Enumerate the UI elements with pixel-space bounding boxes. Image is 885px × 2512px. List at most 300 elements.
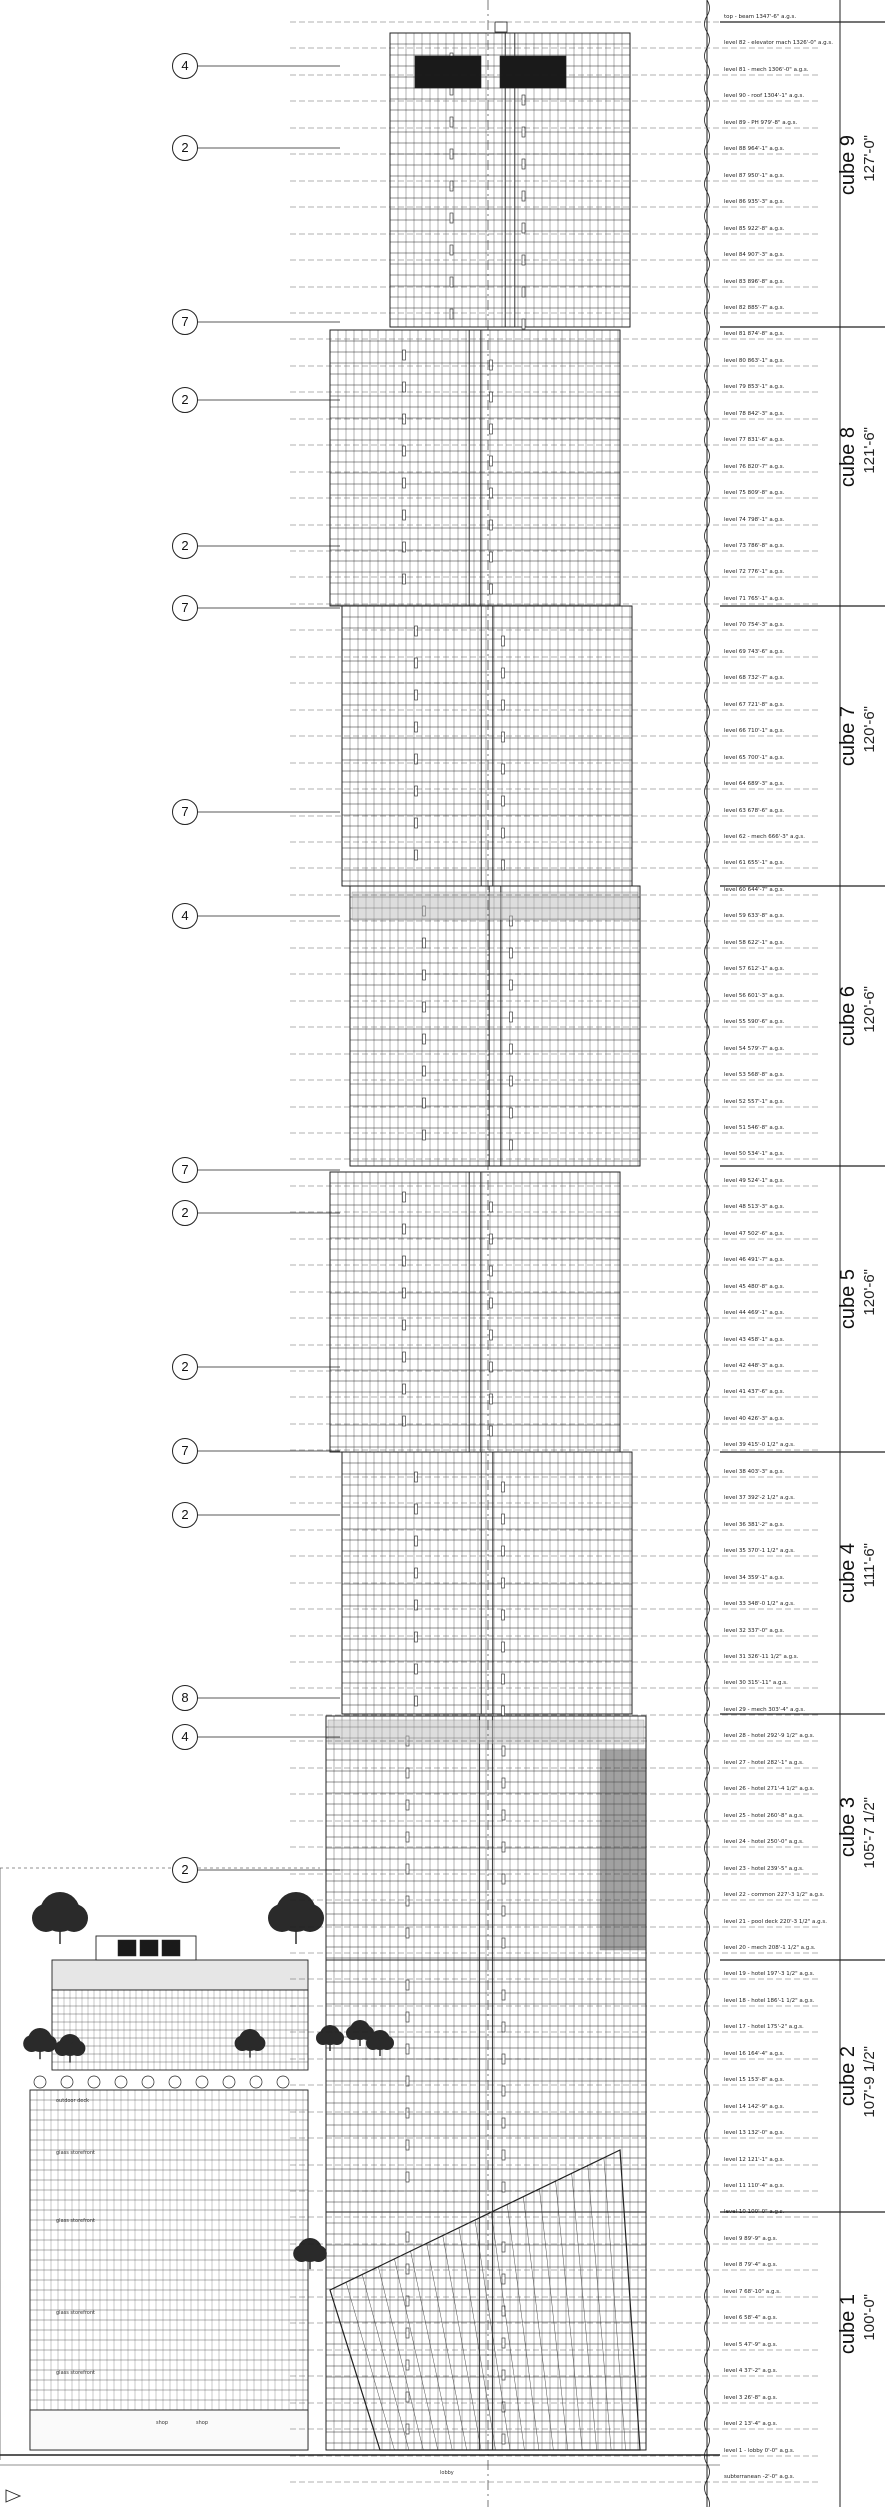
balcony-slot <box>522 95 525 105</box>
balcony-slot <box>406 2264 409 2274</box>
balcony-slot <box>502 764 505 774</box>
level-label: level 66 710'-1" a.g.s. <box>724 728 785 734</box>
level-label: level 12 121'-1" a.g.s. <box>724 2157 785 2163</box>
cube-outline <box>330 330 620 606</box>
balcony-slot <box>502 2242 505 2252</box>
balcony-slot <box>406 2076 409 2086</box>
level-label: level 85 922'-8" a.g.s. <box>724 226 785 232</box>
cube-height: 107'-9 1/2" <box>861 2046 878 2118</box>
mech-band <box>328 1720 644 1744</box>
planter-pot <box>169 2076 181 2088</box>
level-label: level 5 47'-9" a.g.s. <box>724 2342 778 2348</box>
level-label: level 36 381'-2" a.g.s. <box>724 1522 785 1528</box>
level-label: level 87 950'-1" a.g.s. <box>724 173 785 179</box>
level-label: level 26 - hotel 271'-4 1/2" a.g.s. <box>724 1786 815 1792</box>
balcony-slot <box>490 1394 493 1404</box>
keynote-tag: 4 <box>172 1724 198 1750</box>
balcony-slot <box>415 754 418 764</box>
podium-label: glass storefront <box>56 2150 95 2156</box>
pavilion-glass <box>140 1940 158 1956</box>
balcony-slot <box>522 127 525 137</box>
balcony-slot <box>502 636 505 646</box>
level-label: level 50 534'-1" a.g.s. <box>724 1151 785 1157</box>
tree-canopy <box>23 2035 40 2052</box>
balcony-slot <box>490 1426 493 1436</box>
level-label: level 56 601'-3" a.g.s. <box>724 993 785 999</box>
level-label: level 3 26'-8" a.g.s. <box>724 2395 778 2401</box>
tree-canopy <box>296 1904 324 1932</box>
level-label: level 29 - mech 303'-4" a.g.s. <box>724 1707 806 1713</box>
tower-cube-3 <box>326 1716 646 1960</box>
planter-pot <box>34 2076 46 2088</box>
balcony-slot <box>502 732 505 742</box>
balcony-slot <box>502 2150 505 2160</box>
level-label: level 37 392'-2 1/2" a.g.s. <box>724 1495 795 1501</box>
level-label: level 80 863'-1" a.g.s. <box>724 358 785 364</box>
keynote-tag: 2 <box>172 1354 198 1380</box>
tree <box>268 1892 324 1944</box>
tree-canopy <box>32 1904 60 1932</box>
balcony-slot <box>502 1610 505 1620</box>
balcony-slot <box>490 456 493 466</box>
balcony-slot <box>423 1002 426 1012</box>
keynote-tag: 2 <box>172 387 198 413</box>
level-label: level 61 655'-1" a.g.s. <box>724 860 785 866</box>
level-label: level 62 - mech 666'-3" a.g.s. <box>724 834 806 840</box>
balcony-slot <box>490 1330 493 1340</box>
level-label: level 72 776'-1" a.g.s. <box>724 569 785 575</box>
balcony-slot <box>490 360 493 370</box>
balcony-slot <box>423 938 426 948</box>
level-label: level 74 798'-1" a.g.s. <box>724 517 785 523</box>
level-label: level 31 326'-11 1/2" a.g.s. <box>724 1654 799 1660</box>
balcony-slot <box>415 1696 418 1706</box>
podium-label: glass storefront <box>56 2218 95 2224</box>
level-label: level 65 700'-1" a.g.s. <box>724 755 785 761</box>
cube-name: cube 7 <box>837 706 859 767</box>
cube-height: 120'-6" <box>861 1269 878 1316</box>
level-label: level 28 - hotel 292'-9 1/2" a.g.s. <box>724 1733 815 1739</box>
tree-canopy <box>380 2036 394 2050</box>
keynote-tag: 7 <box>172 1157 198 1183</box>
balcony-slot <box>522 159 525 169</box>
tower-cube-5 <box>330 1172 620 1452</box>
level-label: level 11 110'-4" a.g.s. <box>724 2183 785 2189</box>
cube-name: cube 8 <box>837 426 859 487</box>
level-label: level 54 579'-7" a.g.s. <box>724 1046 785 1052</box>
level-label: level 21 - pool deck 220'-3 1/2" a.g.s. <box>724 1919 827 1925</box>
balcony-slot <box>510 1044 513 1054</box>
balcony-slot <box>450 309 453 319</box>
level-label: level 19 - hotel 197'-3 1/2" a.g.s. <box>724 1971 815 1977</box>
tower-group <box>326 22 646 2450</box>
balcony-slot <box>450 181 453 191</box>
level-label: level 82 - elevator mach 1326'-0" a.g.s. <box>724 40 833 46</box>
level-label: level 49 524'-1" a.g.s. <box>724 1178 785 1184</box>
tree-canopy <box>60 1904 88 1932</box>
balcony-slot <box>502 1674 505 1684</box>
level-label: level 42 448'-3" a.g.s. <box>724 1363 785 1369</box>
level-label: level 83 896'-8" a.g.s. <box>724 279 785 285</box>
level-label: level 81 - mech 1306'-0" a.g.s. <box>724 67 809 73</box>
balcony-slot <box>415 722 418 732</box>
balcony-slot <box>406 1768 409 1778</box>
keynote-tag: 7 <box>172 595 198 621</box>
keynote-tag: 8 <box>172 1685 198 1711</box>
balcony-slot <box>502 1810 505 1820</box>
balcony-slot <box>403 574 406 584</box>
level-label: top - beam 1347'-6" a.g.s. <box>724 14 797 20</box>
level-label: level 35 370'-1 1/2" a.g.s. <box>724 1548 795 1554</box>
level-label: level 47 502'-6" a.g.s. <box>724 1231 785 1237</box>
balcony-slot <box>403 1224 406 1234</box>
balcony-slot <box>415 1536 418 1546</box>
cube-name: cube 9 <box>837 134 859 195</box>
cube-height: 120'-6" <box>861 986 878 1033</box>
level-label: level 20 - mech 208'-1 1/2" a.g.s. <box>724 1945 816 1951</box>
level-label: level 76 820'-7" a.g.s. <box>724 464 785 470</box>
balcony-slot <box>406 1896 409 1906</box>
balcony-slot <box>406 1832 409 1842</box>
balcony-slot <box>415 818 418 828</box>
level-label: level 9 89'-9" a.g.s. <box>724 2236 778 2242</box>
tree-canopy <box>316 2031 330 2045</box>
pavilion-glass <box>162 1940 180 1956</box>
balcony-slot <box>510 1140 513 1150</box>
cube-height: 111'-6" <box>861 1543 878 1588</box>
balcony-slot <box>406 2012 409 2022</box>
cube-outline <box>342 606 632 886</box>
balcony-slot <box>415 786 418 796</box>
balcony-slot <box>502 2022 505 2032</box>
planter-pot <box>250 2076 262 2088</box>
roof-parapet <box>52 1960 308 1990</box>
balcony-slot <box>415 1632 418 1642</box>
level-label: level 64 689'-3" a.g.s. <box>724 781 785 787</box>
podium-storefront <box>30 2410 308 2450</box>
level-label: level 90 - roof 1304'-1" a.g.s. <box>724 93 805 99</box>
cube-height: 121'-6" <box>861 426 878 474</box>
tower-cube-7 <box>342 606 632 886</box>
level-label: level 68 732'-7" a.g.s. <box>724 675 785 681</box>
cube-height: 100'-0" <box>861 2293 878 2341</box>
balcony-slot <box>406 2108 409 2118</box>
balcony-slot <box>406 2392 409 2402</box>
balcony-slot <box>406 1864 409 1874</box>
mechanical-louver-panel <box>500 56 566 88</box>
balcony-slot <box>522 287 525 297</box>
level-label: level 40 426'-3" a.g.s. <box>724 1416 785 1422</box>
balcony-slot <box>510 980 513 990</box>
cube-height: 120'-6" <box>861 706 878 753</box>
level-label: level 59 633'-8" a.g.s. <box>724 913 785 919</box>
balcony-slot <box>403 350 406 360</box>
balcony-slot <box>406 2232 409 2242</box>
balcony-slot <box>450 213 453 223</box>
level-label: level 48 513'-3" a.g.s. <box>724 1204 785 1210</box>
level-label: level 22 - common 227'-3 1/2" a.g.s. <box>724 1892 825 1898</box>
balcony-slot <box>403 446 406 456</box>
level-label: level 27 - hotel 282'-1" a.g.s. <box>724 1760 804 1766</box>
tree-canopy <box>55 2041 70 2056</box>
level-label: level 69 743'-6" a.g.s. <box>724 649 785 655</box>
level-label: subterranean -2'-0" a.g.s. <box>724 2474 795 2480</box>
balcony-slot <box>423 1034 426 1044</box>
balcony-slot <box>423 970 426 980</box>
podium-label: shop <box>196 2420 209 2426</box>
level-label: level 52 557'-1" a.g.s. <box>724 1099 785 1105</box>
balcony-slot <box>502 828 505 838</box>
level-label: level 2 13'-4" a.g.s. <box>724 2421 778 2427</box>
planter-pot <box>61 2076 73 2088</box>
balcony-slot <box>490 1202 493 1212</box>
level-label: level 1 - lobby 0'-0" a.g.s. <box>724 2448 795 2454</box>
balcony-slot <box>502 1706 505 1716</box>
level-label: level 86 935'-3" a.g.s. <box>724 199 785 205</box>
tree-canopy <box>235 2036 250 2051</box>
level-label: level 14 142'-9" a.g.s. <box>724 2104 785 2110</box>
balcony-slot <box>522 319 525 329</box>
balcony-slot <box>522 223 525 233</box>
keynote-tag: 2 <box>172 1200 198 1226</box>
balcony-slot <box>403 382 406 392</box>
balcony-slot <box>490 1298 493 1308</box>
balcony-slot <box>502 1482 505 1492</box>
cube-name: cube 4 <box>837 1543 859 1604</box>
level-label: level 46 491'-7" a.g.s. <box>724 1257 785 1263</box>
balcony-slot <box>450 277 453 287</box>
level-label: level 44 469'-1" a.g.s. <box>724 1310 785 1316</box>
keynote-tag: 2 <box>172 1502 198 1528</box>
balcony-slot <box>415 850 418 860</box>
level-label: level 41 437'-6" a.g.s. <box>724 1389 785 1395</box>
cube-outline <box>350 886 640 1166</box>
balcony-slot <box>406 2140 409 2150</box>
balcony-slot <box>522 191 525 201</box>
level-label: level 53 568'-8" a.g.s. <box>724 1072 785 1078</box>
balcony-slot <box>502 1642 505 1652</box>
balcony-slot <box>403 1288 406 1298</box>
level-label: level 73 786'-8" a.g.s. <box>724 543 785 549</box>
tower-cube-1 <box>326 2212 646 2450</box>
level-label: level 8 79'-4" a.g.s. <box>724 2262 778 2268</box>
level-label: level 16 164'-4" a.g.s. <box>724 2051 785 2057</box>
balcony-slot <box>502 2338 505 2348</box>
cube-height: 127'-0" <box>861 134 878 182</box>
balcony-slot <box>406 1800 409 1810</box>
pavilion-glass <box>118 1940 136 1956</box>
balcony-slot <box>406 1928 409 1938</box>
balcony-slot <box>502 2370 505 2380</box>
tree-canopy <box>366 2036 380 2050</box>
balcony-slot <box>415 658 418 668</box>
balcony-slot <box>403 1256 406 1266</box>
tree-canopy <box>330 2031 344 2045</box>
planter-pot <box>88 2076 100 2088</box>
balcony-slot <box>406 1980 409 1990</box>
mechanical-louver-panel <box>415 56 481 88</box>
balcony-slot <box>502 1546 505 1556</box>
podium-label: glass storefront <box>56 2370 95 2376</box>
tower-cube-2 <box>326 1960 646 2212</box>
balcony-slot <box>403 1320 406 1330</box>
tower-cube-8 <box>330 330 620 606</box>
planter-pot <box>223 2076 235 2088</box>
level-label: level 58 622'-1" a.g.s. <box>724 940 785 946</box>
balcony-slot <box>490 552 493 562</box>
cube-name: cube 3 <box>837 1797 859 1858</box>
level-label: level 45 480'-8" a.g.s. <box>724 1284 785 1290</box>
planter-pot <box>115 2076 127 2088</box>
balcony-slot <box>403 542 406 552</box>
balcony-slot <box>510 948 513 958</box>
balcony-slot <box>502 2182 505 2192</box>
balcony-slot <box>490 584 493 594</box>
level-label: level 17 - hotel 175'-2" a.g.s. <box>724 2024 804 2030</box>
level-label: level 77 831'-6" a.g.s. <box>724 437 785 443</box>
balcony-slot <box>502 2086 505 2096</box>
tree-canopy <box>293 2245 310 2262</box>
tree-canopy <box>70 2041 85 2056</box>
podium-label: lobby <box>440 2470 454 2476</box>
cube-height: 105'-7 1/2" <box>861 1797 878 1869</box>
level-label: level 30 315'-11" a.g.s. <box>724 1680 788 1686</box>
level-label: level 78 842'-3" a.g.s. <box>724 411 785 417</box>
level-label: level 6 58'-4" a.g.s. <box>724 2315 778 2321</box>
balcony-slot <box>490 424 493 434</box>
rooftop-beam <box>495 22 507 32</box>
balcony-slot <box>403 1192 406 1202</box>
balcony-slot <box>502 796 505 806</box>
level-label: level 89 - PH 979'-8" a.g.s. <box>724 120 798 126</box>
level-label: level 25 - hotel 260'-8" a.g.s. <box>724 1813 804 1819</box>
cube-name: cube 1 <box>837 2293 859 2354</box>
level-label: level 33 348'-0 1/2" a.g.s. <box>724 1601 795 1607</box>
level-label: level 60 644'-7" a.g.s. <box>724 887 785 893</box>
balcony-slot <box>406 2172 409 2182</box>
cube-outline <box>330 1172 620 1452</box>
podium-label: shop <box>156 2420 169 2426</box>
level-label: level 4 37'-2" a.g.s. <box>724 2368 778 2374</box>
balcony-slot <box>502 860 505 870</box>
level-label: level 24 - hotel 250'-0" a.g.s. <box>724 1839 804 1845</box>
tree-canopy <box>268 1904 296 1932</box>
balcony-slot <box>502 1990 505 2000</box>
level-label: level 82 885'-7" a.g.s. <box>724 305 785 311</box>
level-label: level 15 153'-8" a.g.s. <box>724 2077 785 2083</box>
level-label: level 38 403'-3" a.g.s. <box>724 1469 785 1475</box>
cube-name: cube 2 <box>837 2046 859 2107</box>
balcony-slot <box>403 1352 406 1362</box>
level-label: level 57 612'-1" a.g.s. <box>724 966 785 972</box>
balcony-slot <box>502 1746 505 1756</box>
keynote-tag: 4 <box>172 53 198 79</box>
balcony-slot <box>403 1384 406 1394</box>
balcony-slot <box>403 478 406 488</box>
keynote-tag: 2 <box>172 135 198 161</box>
balcony-slot <box>502 1778 505 1788</box>
balcony-slot <box>490 392 493 402</box>
level-label: level 84 907'-3" a.g.s. <box>724 252 785 258</box>
level-label: level 67 721'-8" a.g.s. <box>724 702 785 708</box>
balcony-slot <box>490 488 493 498</box>
balcony-slot <box>502 700 505 710</box>
balcony-slot <box>450 245 453 255</box>
balcony-slot <box>510 1076 513 1086</box>
north-arrow-icon <box>6 2490 20 2502</box>
level-label: level 39 415'-0 1/2" a.g.s. <box>724 1442 795 1448</box>
tree <box>32 1892 88 1944</box>
podium-label: glass storefront <box>56 2310 95 2316</box>
balcony-slot <box>403 1416 406 1426</box>
balcony-slot <box>406 2360 409 2370</box>
keynote-tag: 7 <box>172 309 198 335</box>
balcony-slot <box>423 1066 426 1076</box>
balcony-slot <box>415 1664 418 1674</box>
balcony-slot <box>415 626 418 636</box>
balcony-slot <box>502 1874 505 1884</box>
balcony-slot <box>423 1098 426 1108</box>
balcony-slot <box>450 117 453 127</box>
level-label: level 88 964'-1" a.g.s. <box>724 146 785 152</box>
balcony-slot <box>406 2296 409 2306</box>
level-label: level 70 754'-3" a.g.s. <box>724 622 785 628</box>
balcony-slot <box>502 1514 505 1524</box>
keynote-tag: 7 <box>172 1438 198 1464</box>
level-label: level 51 546'-8" a.g.s. <box>724 1125 785 1131</box>
keynote-tag: 4 <box>172 903 198 929</box>
balcony-slot <box>406 2328 409 2338</box>
balcony-slot <box>502 2118 505 2128</box>
balcony-slot <box>490 1266 493 1276</box>
level-label: level 55 590'-6" a.g.s. <box>724 1019 785 1025</box>
level-label: level 75 809'-8" a.g.s. <box>724 490 785 496</box>
balcony-slot <box>502 1906 505 1916</box>
keynote-tag: 2 <box>172 1857 198 1883</box>
balcony-slot <box>415 690 418 700</box>
mech-band <box>352 892 638 920</box>
level-label: level 32 337'-0" a.g.s. <box>724 1628 785 1634</box>
planter-pot <box>142 2076 154 2088</box>
tree-canopy <box>40 2035 57 2052</box>
balcony-slot <box>403 510 406 520</box>
vertical-fins <box>600 1750 646 1950</box>
balcony-slot <box>415 1568 418 1578</box>
balcony-slot <box>510 1108 513 1118</box>
level-label: level 7 68'-10" a.g.s. <box>724 2289 781 2295</box>
balcony-slot <box>502 2274 505 2284</box>
tower-cube-6 <box>350 886 640 1166</box>
planter-pot <box>277 2076 289 2088</box>
level-label: level 18 - hotel 186'-1 1/2" a.g.s. <box>724 1998 815 2004</box>
balcony-slot <box>406 2044 409 2054</box>
level-label: level 71 765'-1" a.g.s. <box>724 596 785 602</box>
cube-name: cube 5 <box>837 1269 859 1330</box>
balcony-slot <box>502 668 505 678</box>
level-label: level 81 874'-8" a.g.s. <box>724 331 785 337</box>
level-label: level 34 359'-1" a.g.s. <box>724 1575 785 1581</box>
balcony-slot <box>502 1938 505 1948</box>
keynote-tag: 2 <box>172 533 198 559</box>
balcony-slot <box>415 1504 418 1514</box>
level-label: level 63 678'-6" a.g.s. <box>724 808 785 814</box>
balcony-slot <box>415 1600 418 1610</box>
level-label: level 23 - hotel 239'-5" a.g.s. <box>724 1866 804 1872</box>
level-label: level 43 458'-1" a.g.s. <box>724 1337 785 1343</box>
level-label: level 79 853'-1" a.g.s. <box>724 384 785 390</box>
level-label: level 10 100'-0" a.g.s. <box>724 2209 785 2215</box>
balcony-slot <box>510 1012 513 1022</box>
